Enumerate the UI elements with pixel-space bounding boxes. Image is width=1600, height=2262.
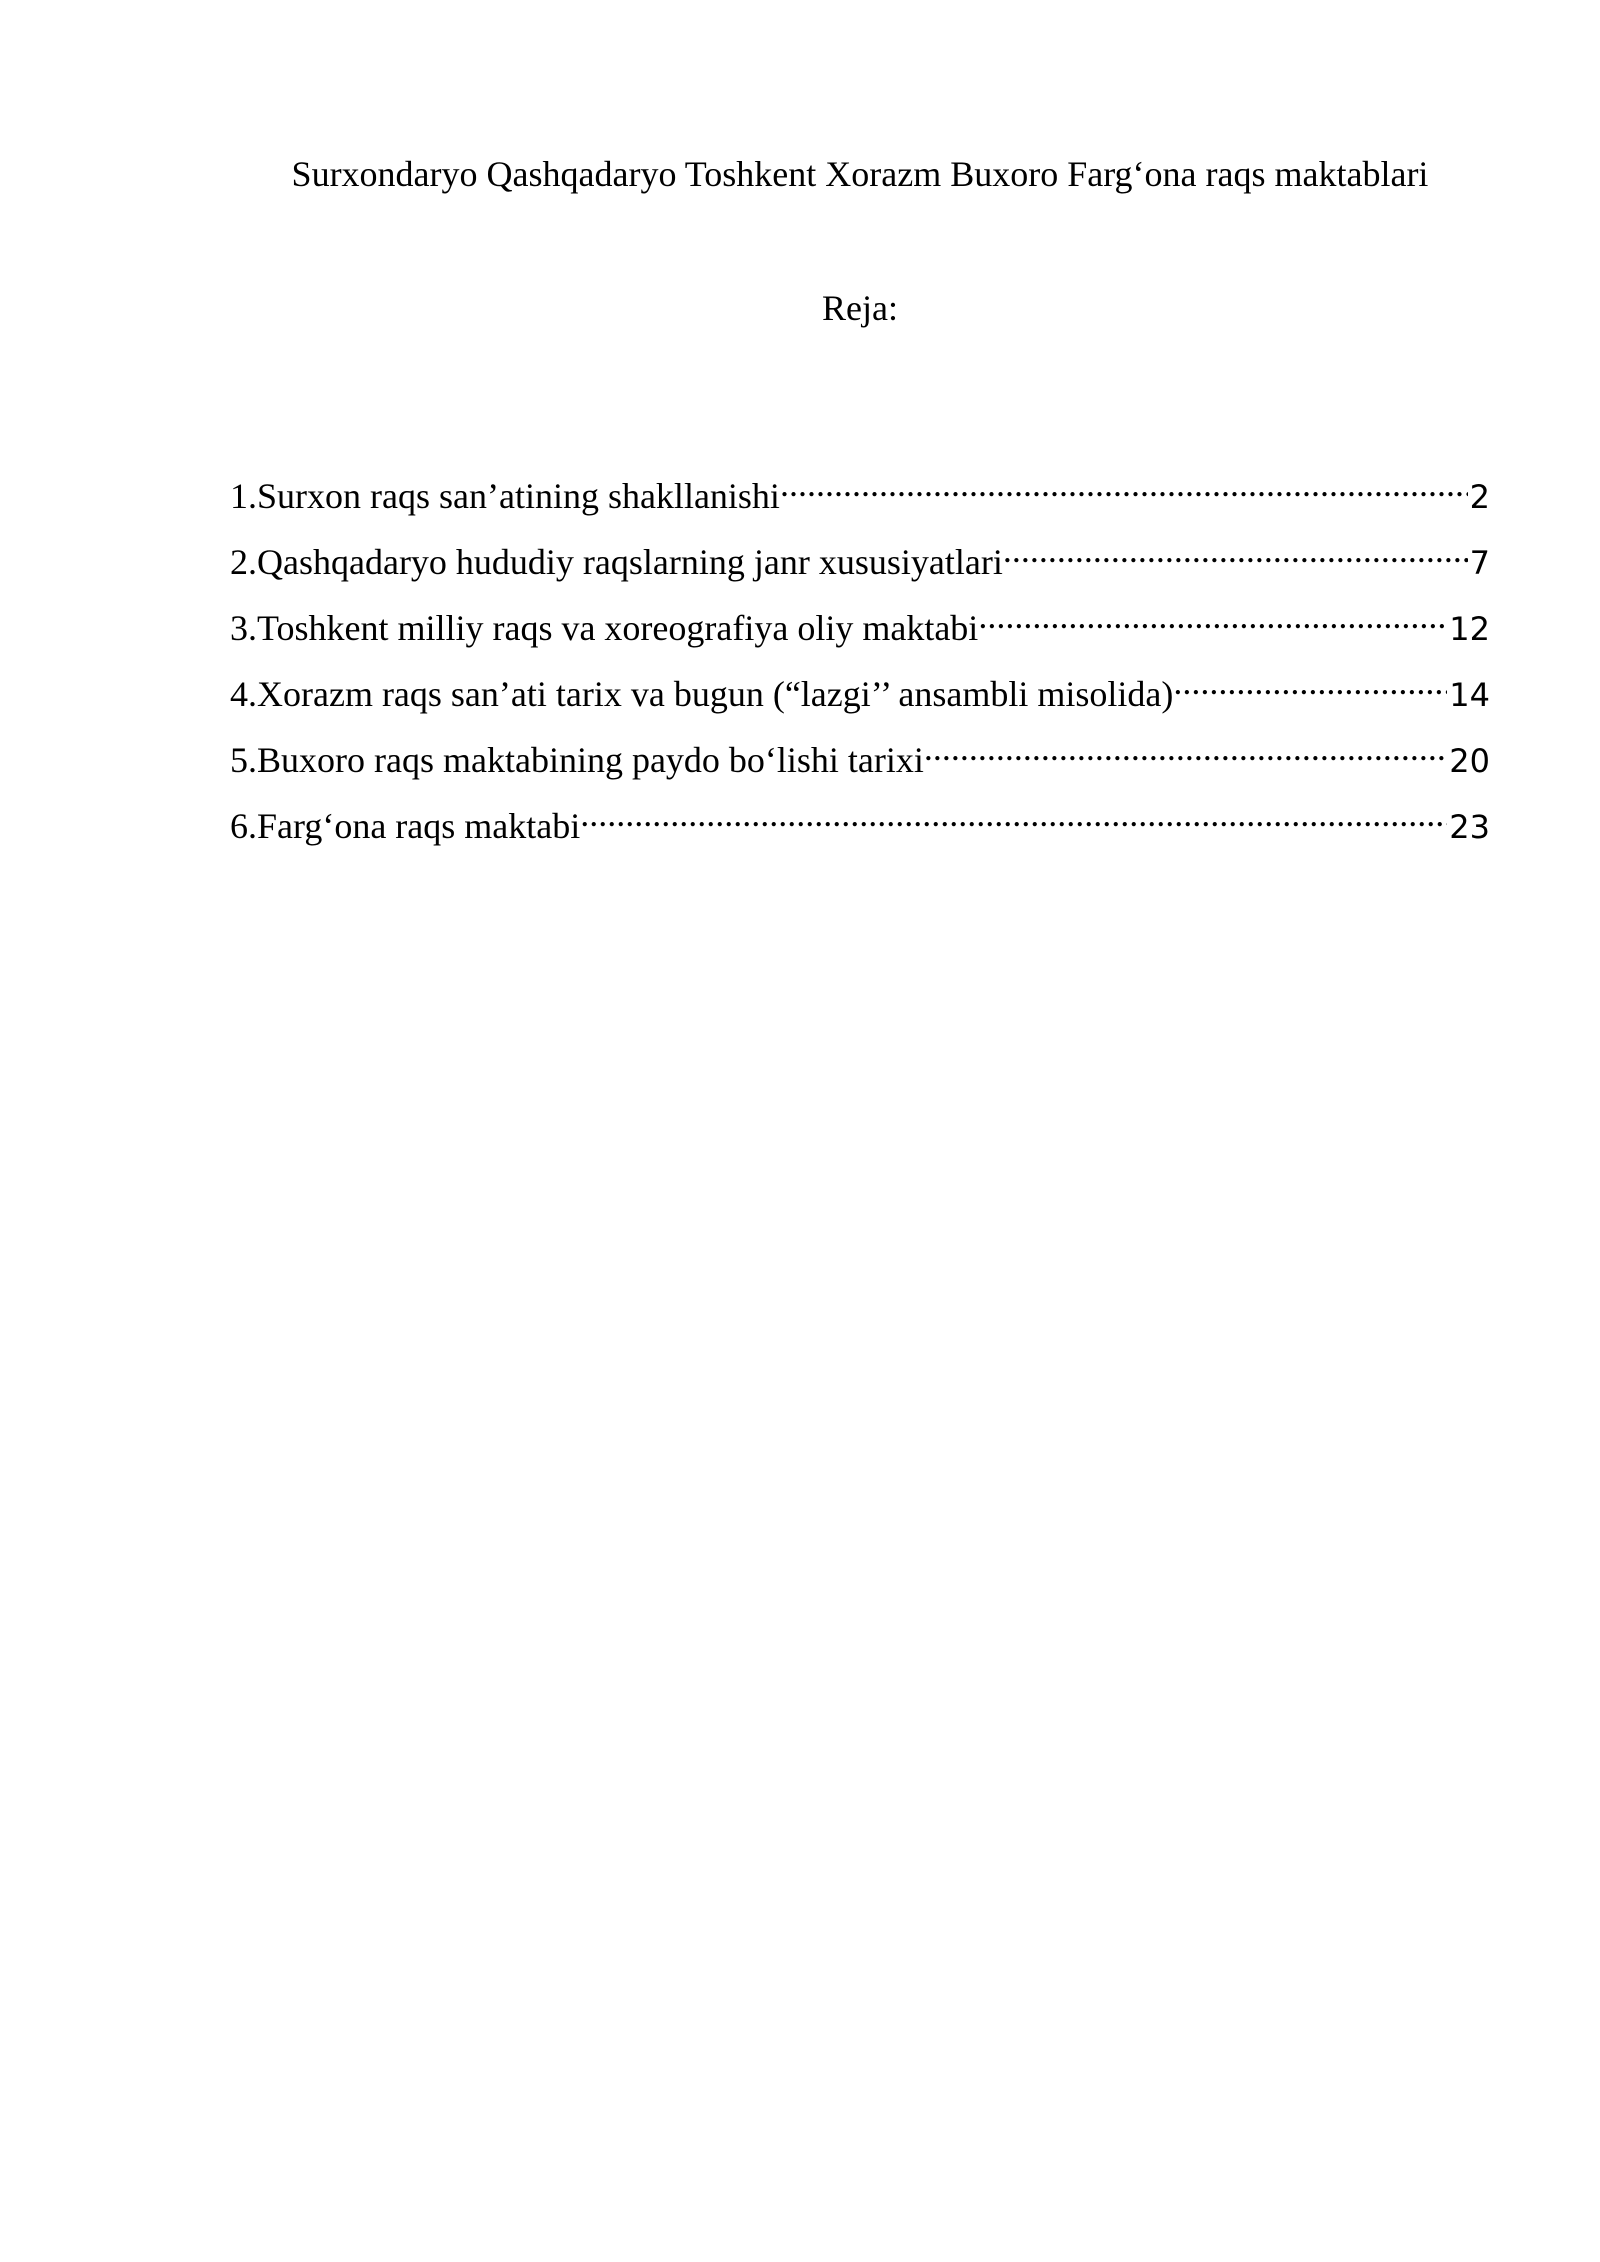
document-title: Surxondaryo Qashqadaryo Toshkent Xorazm Buxoro Farg‘ona raqs maktablari xyxy=(291,154,1429,194)
toc-dot-leader xyxy=(1173,658,1447,706)
toc-entry xyxy=(230,526,1490,592)
plan-heading: Reja: xyxy=(822,288,898,328)
toc-dot-leader xyxy=(978,592,1447,640)
toc-entry-title: 4.Xorazm raqs san’ati tarix va bugun (“lazgi’’ ansambli misolida) xyxy=(230,674,1174,714)
toc-entry-title: 5.Buxoro raqs maktabining paydo bo‘lishi tarixi xyxy=(230,740,924,780)
toc-entry-page: 12 xyxy=(1449,610,1490,648)
toc-entry-page: 20 xyxy=(1449,742,1490,780)
toc-entry xyxy=(230,724,1490,790)
toc-entry-page: 2 xyxy=(1469,478,1490,516)
toc-entry xyxy=(230,592,1490,658)
toc-dot-leader xyxy=(780,460,1468,508)
toc-entry-title: 2.Qashqadaryo hududiy raqslarning janr xususiyatlari xyxy=(230,542,1003,582)
toc-entry-title: 6.Farg‘ona raqs maktabi xyxy=(230,806,581,846)
toc-entry-title: 1.Surxon raqs san’atining shakllanishi xyxy=(230,476,780,516)
toc-entry xyxy=(230,790,1490,856)
toc-dot-leader xyxy=(924,724,1447,772)
toc-entry-page: 23 xyxy=(1449,808,1490,846)
toc-dot-leader xyxy=(580,790,1447,838)
toc-entry-title: 3.Toshkent milliy raqs va xoreografiya oliy maktabi xyxy=(230,608,979,648)
toc-entry-page: 7 xyxy=(1469,544,1490,582)
toc-entry-page: 14 xyxy=(1449,676,1490,714)
toc-entry xyxy=(230,658,1490,724)
toc-dot-leader xyxy=(1003,526,1468,574)
table-of-contents xyxy=(230,460,1490,856)
toc-entry xyxy=(230,460,1490,526)
